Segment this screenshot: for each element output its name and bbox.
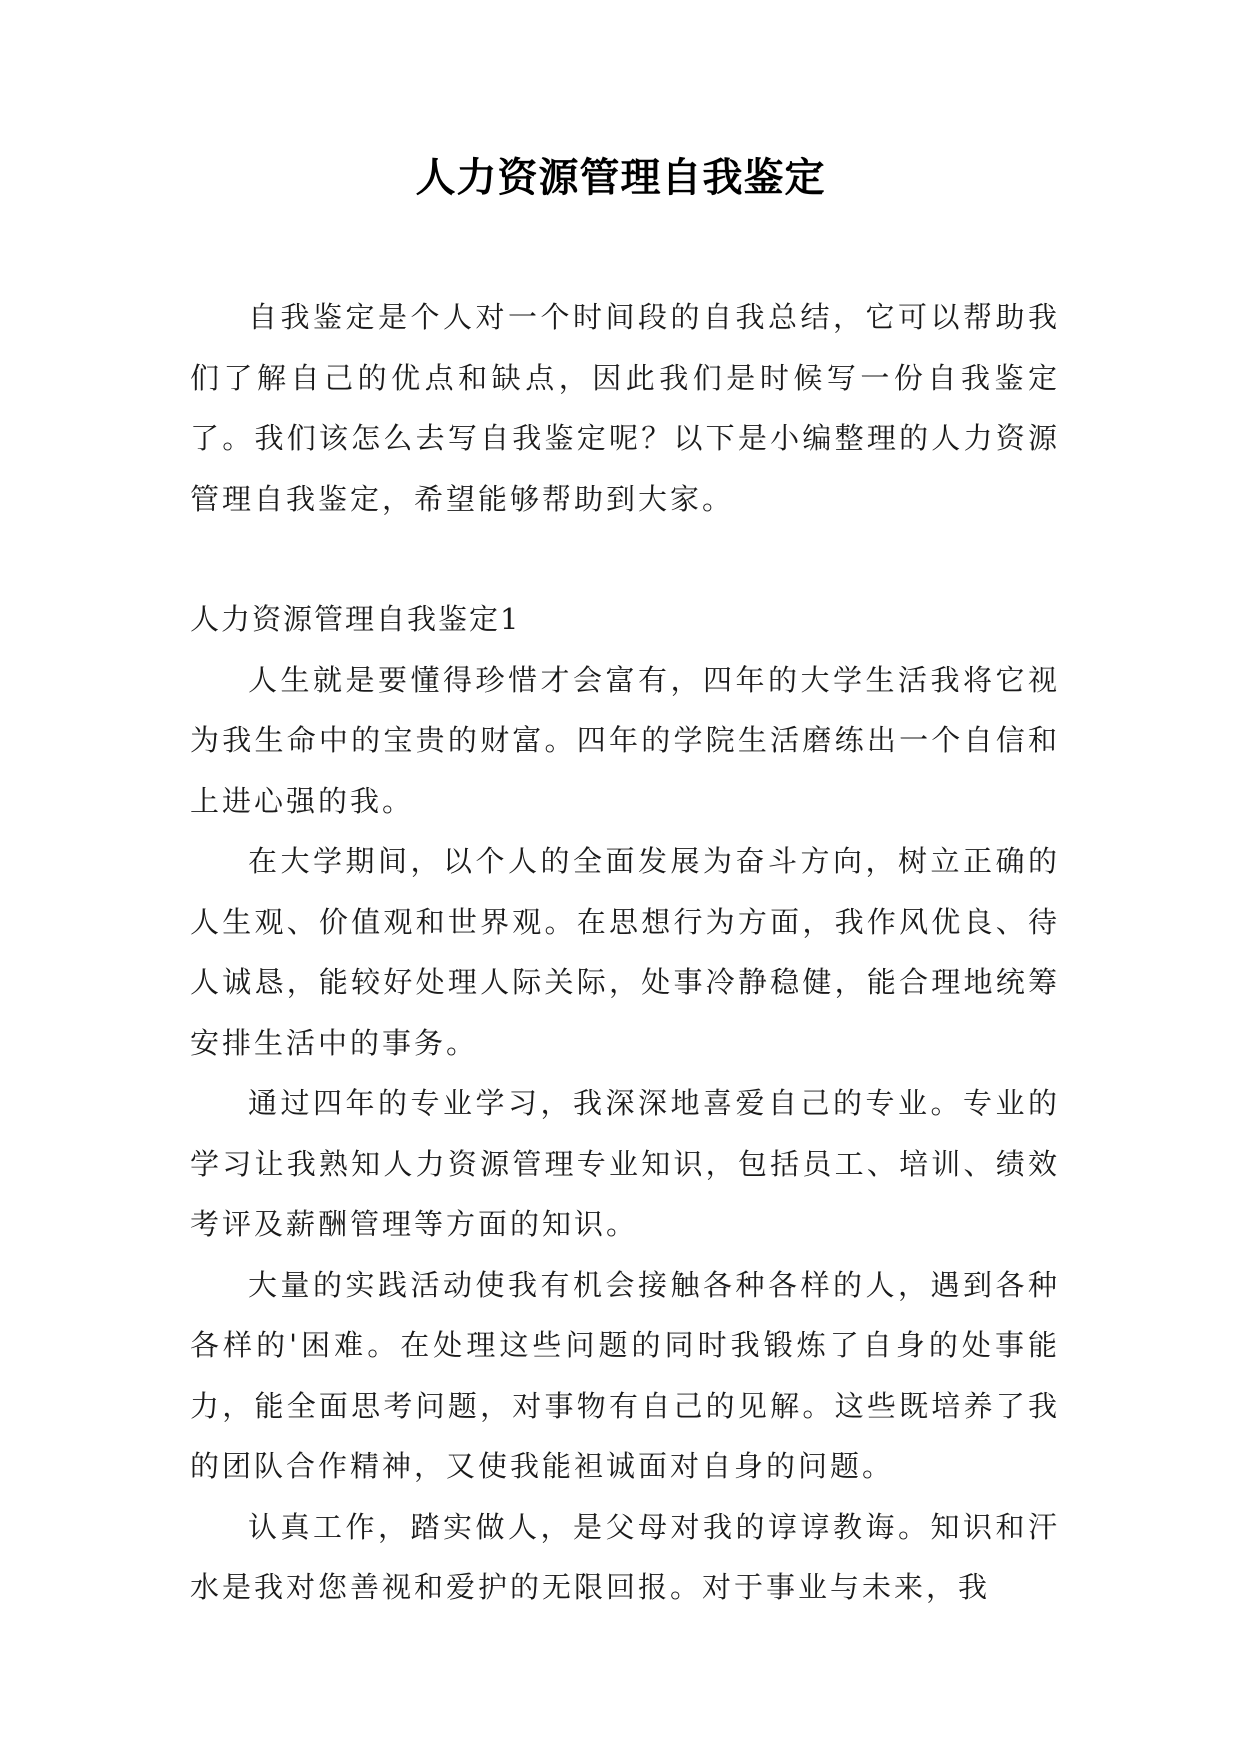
body-paragraph: 认真工作，踏实做人，是父母对我的谆谆教诲。知识和汗水是我对您善视和爱护的无限回报。对于事业与未来，我	[190, 1509, 1060, 1604]
body-paragraph: 在大学期间，以个人的全面发展为奋斗方向，树立正确的人生观、价值观和世界观。在思想行为方面，我作风优良、待人诚恳，能较好处理人际关际，处事冷静稳健，能合理地统筹安排生活中的事务。	[190, 844, 1060, 1060]
body-paragraph: 通过四年的专业学习，我深深地喜爱自己的专业。专业的学习让我熟知人力资源管理专业知识，包括员工、培训、绩效考评及薪酬管理等方面的知识。	[190, 1086, 1060, 1241]
section-heading: 人力资源管理自我鉴定1	[190, 602, 521, 636]
document-body	[190, 287, 1060, 1618]
body-paragraph: 大量的实践活动使我有机会接触各种各样的人，遇到各种各样的'困难。在处理这些问题的同时我锻炼了自身的处事能力，能全面思考问题，对事物有自己的见解。这些既培养了我的团队合作精神，又使我能袒诚面对自身的问题。	[190, 1267, 1060, 1483]
body-paragraph: 人生就是要懂得珍惜才会富有，四年的大学生活我将它视为我生命中的宝贵的财富。四年的学院生活磨练出一个自信和上进心强的我。	[190, 662, 1060, 818]
document-title: 人力资源管理自我鉴定	[415, 155, 826, 201]
intro-paragraph: 自我鉴定是个人对一个时间段的自我总结，它可以帮助我们了解自己的优点和缺点，因此我们是时候写一份自我鉴定了。我们该怎么去写自我鉴定呢？以下是小编整理的人力资源管理自我鉴定，希望能够帮助到大家。	[190, 300, 1060, 516]
